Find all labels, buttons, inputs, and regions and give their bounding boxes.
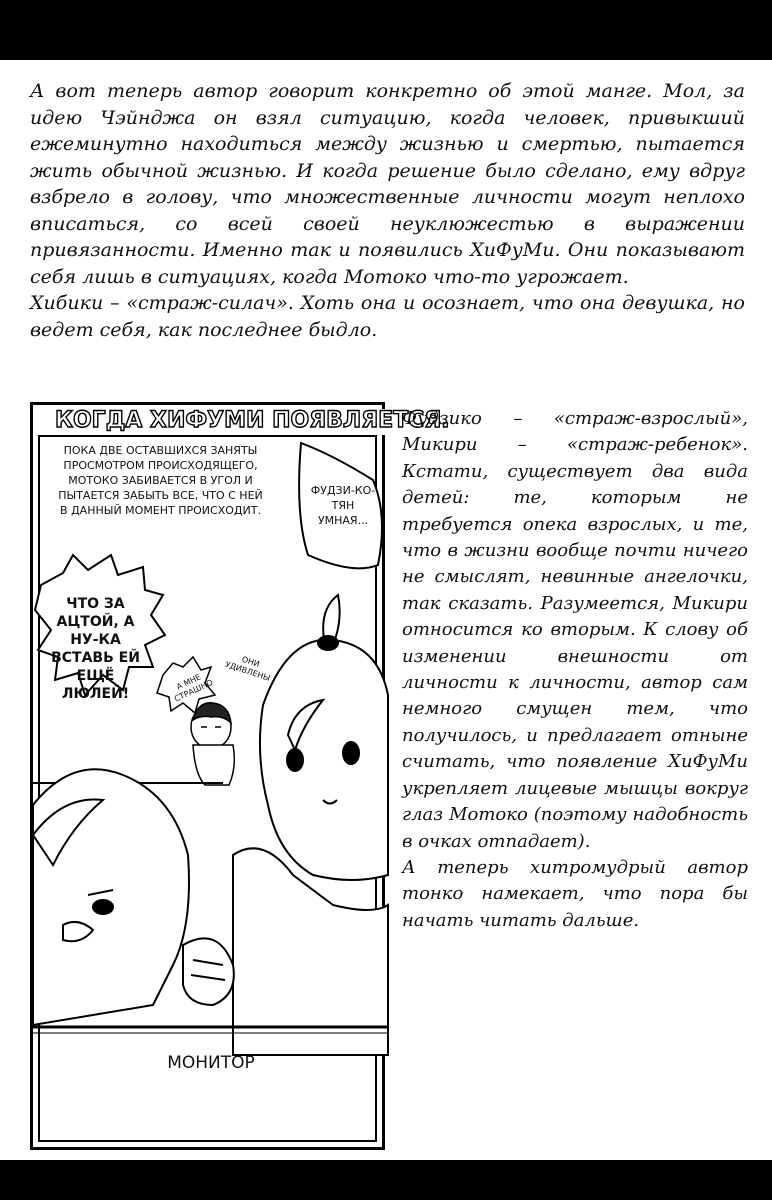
intro-paragraph: Хибики – «страж-силач». Хоть она и осознает, что она девушка, но ведет себя, как последнее быдло. — [30, 292, 745, 341]
manga-panel — [30, 402, 450, 1150]
intro-text — [30, 78, 745, 343]
monitor-label: МОНИТОР — [167, 1053, 255, 1073]
intro-paragraph: А вот теперь автор говорит конкретно об этой манге. Мол, за идею Чэйнджа он взял ситуацию, когда человек, привыкший ежеминутно находиться между жизнью и смертью, пытается жить обычной жизнью. И когда решение было сделано, ему вдруг взбрело в голову, что множественные личности могут неплохо вписаться, со всей своей неуклюжестью в выражении привязанности. Именно так и появились ХиФуМи. Они показывают себя лишь в ситуациях, когда Мотоко что-то угрожает. — [30, 80, 745, 288]
panel-title: КОГДА ХИФУМИ ПОЯВЛЯЕТСЯ. — [55, 408, 450, 433]
speech-bubble-fudziko: ФУДЗИ-КО-ТЯН УМНАЯ... — [310, 484, 376, 527]
top-black-bar — [0, 0, 772, 60]
side-text — [402, 406, 748, 934]
side-paragraph: А теперь хитромудрый автор тонко намекает, что пора бы начать читать дальше. — [402, 856, 748, 931]
side-paragraph: Фудзико – «страж-взрослый», Микири – «страж-ребенок». Кстати, существует два вида детей: те, которым не требуется опека взрослых, и те, что в жизни вообще почти ничего не смыслят, невинные ангелочки, так сказать. Разумеется, Микири относится ко вторым. К слову об изменении внешности от личности к личности, автор сам немного смущен тем, что получилось, и предлагает отныне считать, что появление ХиФуМи укрепляет лицевые мышцы вокруг глаз Мотоко (поэтому надобность в очках отпадает). — [402, 408, 748, 852]
speech-bubble-hibiki: ЧТО ЗА АЦТОЙ, А НУ-КА ВСТАВЬ ЕЙ ЕЩЁ ЛЮЛЕЙ! — [51, 596, 140, 702]
bottom-black-bar — [0, 1160, 772, 1200]
panel-caption: ПОКА ДВЕ ОСТАВШИХСЯ ЗАНЯТЫ ПРОСМОТРОМ ПРОИСХОДЯЩЕГО, МОТОКО ЗАБИВАЕТСЯ В УГОЛ И ПЫТАЕТСЯ ЗАБЫТЬ ВСЕ, ЧТО С НЕЙ В ДАННЫЙ МОМЕНТ ПРОИСХОДИТ. — [53, 443, 268, 518]
speech-bubble-scared: А МНЕ СТРАШНО — [172, 672, 215, 704]
chibi-girl — [191, 703, 234, 785]
hibiki-figure — [33, 769, 234, 1025]
speech-bubble-surprised: ОНИ УДИВЛЕНЫ — [223, 654, 272, 683]
